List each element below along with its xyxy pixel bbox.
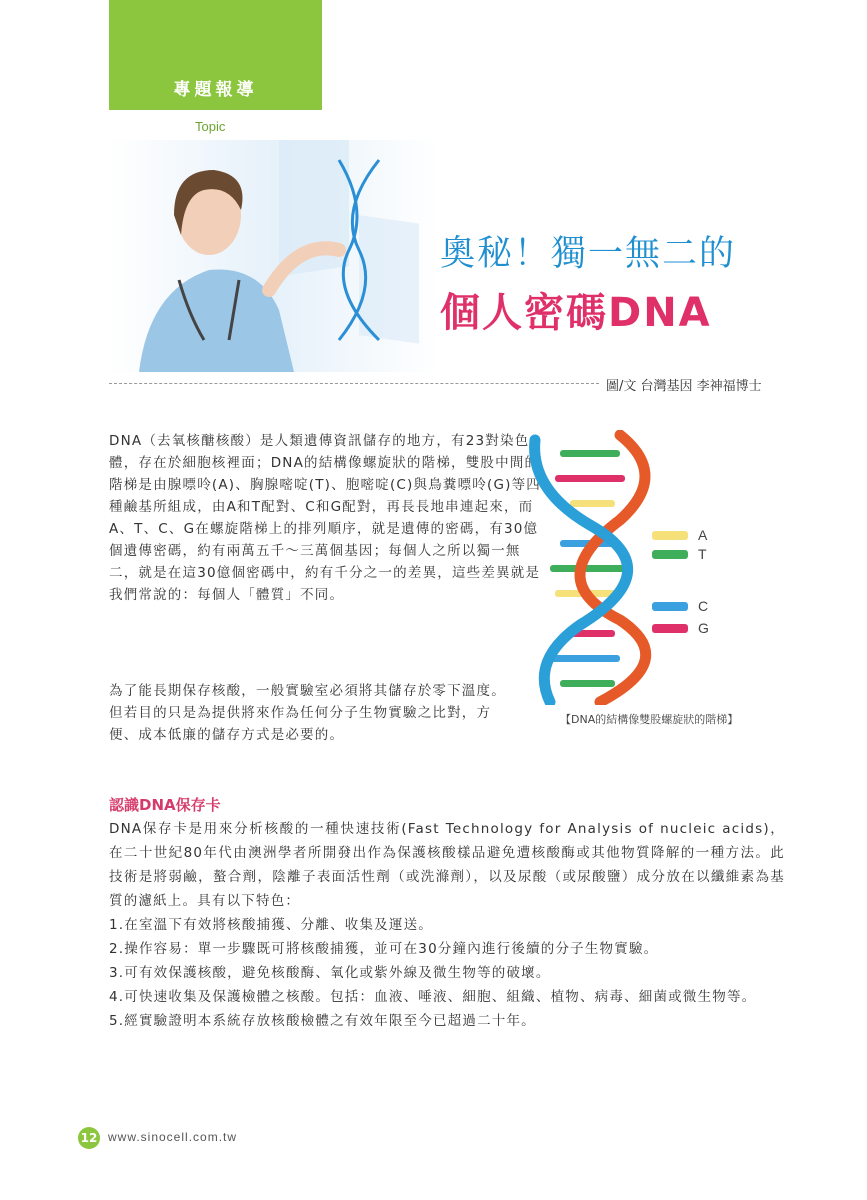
dna-helix-illustration	[520, 430, 750, 705]
headline-line2: 個人密碼DNA	[440, 290, 712, 336]
list-item: 1.在室溫下有效將核酸捕獲、分離、收集及運送。	[109, 917, 433, 933]
topic-banner	[109, 0, 322, 110]
section-title: 認識DNA保存卡	[109, 796, 221, 814]
legend-item-g	[652, 619, 709, 637]
headline-line1: 奧秘！獨一無二的	[440, 234, 737, 274]
byline: 圖/文 台灣基因 李神福博士	[606, 379, 762, 394]
list-item: 2.操作容易：單一步驟既可將核酸捕獲，並可在30分鐘內進行後續的分子生物實驗。	[109, 941, 659, 957]
legend-item-t	[652, 545, 707, 563]
legend-item-c	[652, 597, 708, 615]
intro-paragraph-2: 為了能長期保存核酸，一般實驗室必須將其儲存於零下溫度。但若目的只是為提供將來作為任何分子生物實驗之比對，方便、成本低廉的儲存方式是必要的。	[109, 683, 506, 743]
hero-image	[109, 140, 439, 372]
legend-swatch-c	[652, 602, 688, 611]
topic-subtitle: Topic	[195, 119, 226, 134]
legend-letter-t: T	[698, 546, 707, 562]
legend-letter-g: G	[698, 620, 709, 636]
feature-list	[109, 913, 785, 1033]
section-body: DNA保存卡是用來分析核酸的一種快速技術(Fast Technology for Analysis of nucleic acids)，在二十世紀80年代由澳洲學者所開發出作為保護核酸樣品避免遭核酸酶或其他物質降解的一種方法。此技術是將弱鹼，螯合劑，陰離子表面活性劑（或洗滌劑），以及尿酸（或尿酸鹽）成分放在以纖維素為基質的濾紙上。具有以下特色：	[109, 821, 785, 909]
dna-rungs	[550, 450, 625, 687]
footer-url[interactable]: www.sinocell.com.tw	[108, 1130, 238, 1144]
intro-paragraph-1: DNA（去氧核醣核酸）是人類遺傳資訊儲存的地方，有23對染色體，存在於細胞核裡面；DNA的結構像螺旋狀的階梯，雙股中間的階梯是由腺嘌呤(A)、胸腺嘧啶(T)、胞嘧啶(C)與鳥糞嘌呤(G)等四種鹼基所組成，由A和T配對、C和G配對，再長長地串連起來，而A、T、C、G在螺旋階梯上的排列順序，就是遺傳的密碼，有30億個遺傳密碼，約有兩萬五千～三萬個基因；每個人之所以獨一無二，就是在這30億個密碼中，約有千分之一的差異，這些差異就是我們常說的：每個人「體質」不同。	[109, 433, 542, 603]
list-item: 4.可快速收集及保護檢體之核酸。包括：血液、唾液、細胞、組織、植物、病毒、細菌或微生物等。	[109, 989, 757, 1005]
legend-swatch-t	[652, 550, 688, 559]
legend-letter-c: C	[698, 598, 709, 614]
legend-swatch-g	[652, 624, 688, 633]
legend-swatch-a	[652, 531, 688, 540]
page-number: 12	[78, 1127, 100, 1149]
topic-title: 專題報導	[173, 80, 258, 100]
byline-divider	[109, 383, 599, 384]
list-item: 5.經實驗證明本系統存放核酸檢體之有效年限至今已超過二十年。	[109, 1013, 536, 1029]
legend-item-a	[652, 526, 707, 544]
legend-letter-a: A	[698, 527, 708, 543]
list-item: 3.可有效保護核酸，避免核酸酶、氧化或紫外線及微生物等的破壞。	[109, 965, 551, 981]
figure-caption: 【DNA的結構像雙股螺旋狀的階梯】	[560, 713, 739, 726]
